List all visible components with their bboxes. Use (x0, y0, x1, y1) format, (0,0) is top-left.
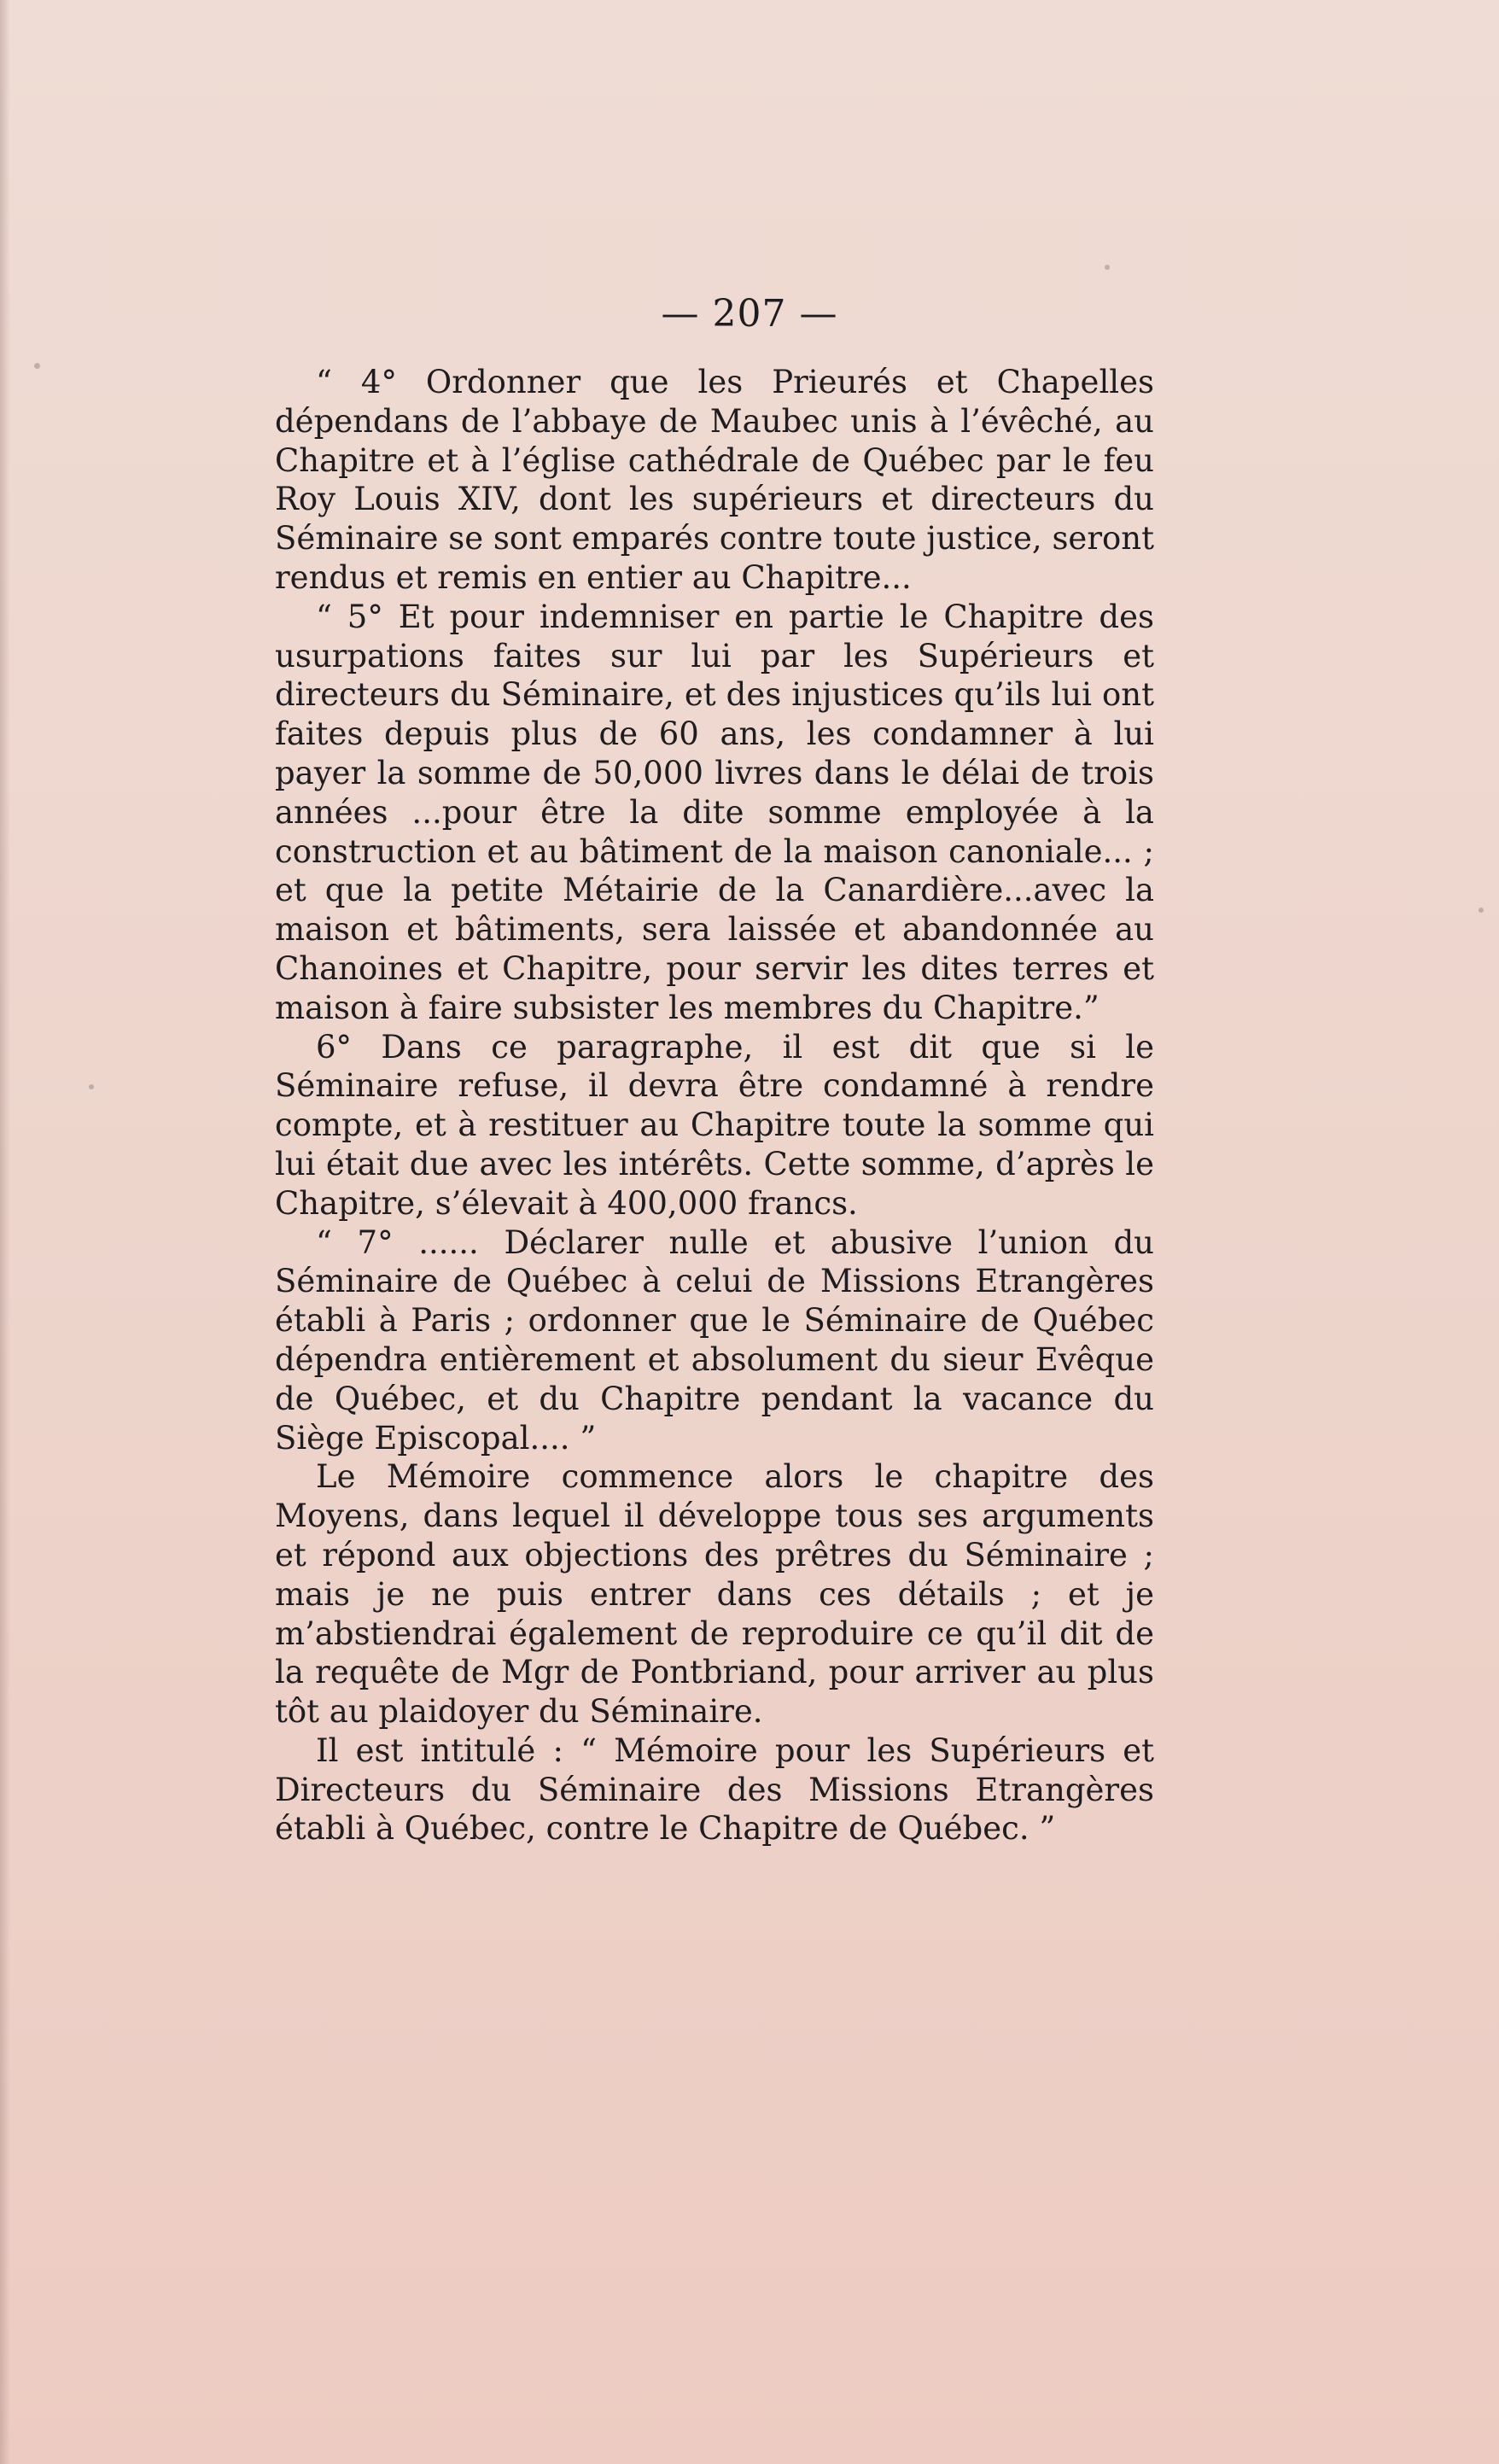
paper-speck (1479, 908, 1484, 913)
paragraph-item-7: “ 7° ...... Déclarer nulle et abusive l’union du Séminaire de Québec à celui de Missions Etrangères établi à Paris ; ordonner que le Séminaire de Québec dépendra entièrement et absolument du sieur Evêque de Québec, et du Chapitre pendant la vacance du Siège Episcopal.... ” (275, 1223, 1154, 1457)
paragraph-item-4: “ 4° Ordonner que les Prieurés et Chapelles dépendans de l’abbaye de Maubec unis à l’évêché, au Chapitre et à l’église cathédrale de Québec par le feu Roy Louis XIV, dont les supérieurs et directeurs du Séminaire se sont emparés contre toute justice, seront rendus et remis en entier au Chapitre... (275, 364, 1154, 596)
page-edge-shadow (0, 0, 10, 2464)
paragraph-item-5: “ 5° Et pour indemniser en partie le Chapitre des usurpations faites sur lui par les Supérieurs et directeurs du Séminaire, et des injustices qu’ils lui ont faites depuis plus de 60 ans, les condamner à lui payer la somme de 50,000 livres dans le délai de trois années ...pour être la dite somme employée à la construction et au bâtiment de la maison canoniale... ; et que la petite Métairie de la Canardière...avec la maison et bâtiments, sera laissée et abandonnée au Chanoines et Chapitre, pour servir les dites terres et maison à faire subsister les membres du Chapitre.” (275, 598, 1154, 1026)
paper-speck (34, 363, 40, 369)
paper-speck (1105, 265, 1110, 270)
paragraph-moyens: Le Mémoire commence alors le chapitre des Moyens, dans lequel il développe tous ses arguments et répond aux objections des prêtres du Séminaire ; mais je ne puis entrer dans ces détails ; et je m’abstiendrai également de reproduire ce qu’il dit de la requête de Mgr de Pontbriand, pour arriver au plus tôt au plaidoyer du Séminaire. (275, 1458, 1154, 1731)
paragraph-title-memoire: Il est intitulé : “ Mémoire pour les Supérieurs et Directeurs du Séminaire des Missions Etrangères établi à Québec, contre le Chapitre de Québec. ” (275, 1731, 1154, 1848)
page-number: — 207 — (661, 292, 838, 336)
paragraph-item-6: 6° Dans ce paragraphe, il est dit que si le Séminaire refuse, il devra être condamné à rendre compte, et à restituer au Chapitre toute la somme qui lui était due avec les intérêts. Cette somme, d’après le Chapitre, s’élevait à 400,000 francs. (275, 1028, 1154, 1222)
body-text (275, 363, 1154, 1848)
paper-speck (89, 1084, 94, 1089)
